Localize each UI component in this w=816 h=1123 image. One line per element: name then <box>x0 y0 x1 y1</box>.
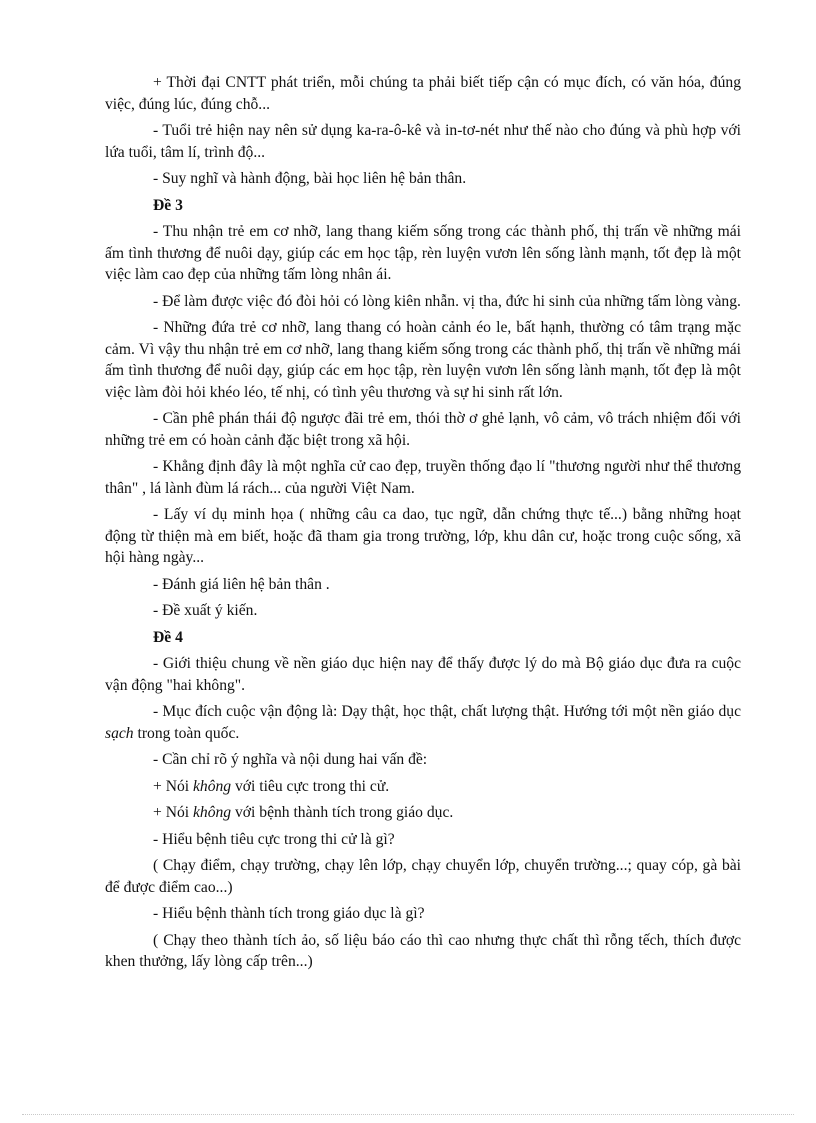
paragraph: - Những đứa trẻ cơ nhỡ, lang thang có hoàn cảnh éo le, bất hạnh, thường có tâm trạng mặc cảm. Vì vậy thu nhận trẻ em cơ nhỡ, lang thang kiếm sống trong các thành phố, thị trấn về những mái ấm tình thương để nuôi dạy, giúp các em học tập, rèn luyện vươn lên sống lành mạnh, tốt đẹp là một việc làm đòi hỏi khéo léo, tế nhị, có tình yêu thương và sự hi sinh rất lớn. <box>105 319 741 401</box>
emphasis-text: sạch <box>105 724 134 742</box>
paragraph: - Thu nhận trẻ em cơ nhỡ, lang thang kiếm sống trong các thành phố, thị trấn về những mái ấm tình thương để nuôi dạy, giúp các em học tập, rèn luyện vươn lên sống lành mạnh, tốt đẹp là một việc làm cao đẹp của những tấm lòng nhân ái. <box>105 223 741 283</box>
section-heading: Đề 4 <box>153 628 183 646</box>
paragraph: + Nói không với tiêu cực trong thi cử. <box>153 777 390 795</box>
paragraph: - Đề xuất ý kiến. <box>153 602 258 619</box>
paragraph: - Hiểu bệnh thành tích trong giáo dục là gì? <box>153 905 425 922</box>
paragraph: ( Chạy điểm, chạy trường, chạy lên lớp, chạy chuyển lớp, chuyển trường...; quay cóp, gà bài để được điểm cao...) <box>105 857 741 896</box>
paragraph: - Mục đích cuộc vận động là: Dạy thật, học thật, chất lượng thật. Hướng tới một nền giáo dục sạch trong toàn quốc. <box>105 703 741 742</box>
paragraph: - Giới thiệu chung về nền giáo dục hiện nay để thấy được lý do mà Bộ giáo dục đưa ra cuộc vận động "hai không". <box>105 655 741 694</box>
paragraph: - Lấy ví dụ minh họa ( những câu ca dao, tục ngữ, dẫn chứng thực tế...) bằng những hoạt động từ thiện mà em biết, hoặc đã tham gia trong trường, lớp, khu dân cư, hoặc trong cuộc sống, xã hội hàng ngày... <box>105 506 741 566</box>
page-bottom-rule <box>22 1114 794 1115</box>
emphasis-text: không <box>192 804 232 821</box>
paragraph: - Tuổi trẻ hiện nay nên sử dụng ka-ra-ô-kê và in-tơ-nét như thế nào cho đúng và phù hợp với lứa tuổi, tâm lí, trình độ... <box>105 122 741 161</box>
paragraph: + Nói không với bệnh thành tích trong giáo dục. <box>153 804 454 821</box>
paragraph: - Cần chỉ rõ ý nghĩa và nội dung hai vấn đề: <box>153 751 428 768</box>
section-heading: Đề 3 <box>153 196 183 214</box>
paragraph: - Khẳng định đây là một nghĩa cử cao đẹp, truyền thống đạo lí "thương người như thể thương thân" , lá lành đùm lá rách... của người Việt Nam. <box>105 458 741 497</box>
document-body <box>105 72 741 978</box>
paragraph: + Thời đại CNTT phát triển, mỗi chúng ta phải biết tiếp cận có mục đích, có văn hóa, đúng việc, đúng lúc, đúng chỗ... <box>105 74 741 113</box>
paragraph: - Cần phê phán thái độ ngược đãi trẻ em, thói thờ ơ ghẻ lạnh, vô cảm, vô trách nhiệm đối với những trẻ em có hoàn cảnh đặc biệt trong xã hội. <box>105 410 741 449</box>
paragraph: - Hiểu bệnh tiêu cực trong thi cử là gì? <box>153 830 395 848</box>
emphasis-text: không <box>192 777 232 795</box>
paragraph: - Đánh giá liên hệ bản thân . <box>153 575 330 593</box>
paragraph: - Để làm được việc đó đòi hỏi có lòng kiên nhẫn. vị tha, đức hi sinh của những tấm lòng vàng. <box>153 292 741 310</box>
paragraph: - Suy nghĩ và hành động, bài học liên hệ bản thân. <box>153 170 467 187</box>
paragraph: ( Chạy theo thành tích ảo, số liệu báo cáo thì cao nhưng thực chất thì rỗng tếch, thích được khen thưởng, lấy lòng cấp trên...) <box>105 931 741 970</box>
